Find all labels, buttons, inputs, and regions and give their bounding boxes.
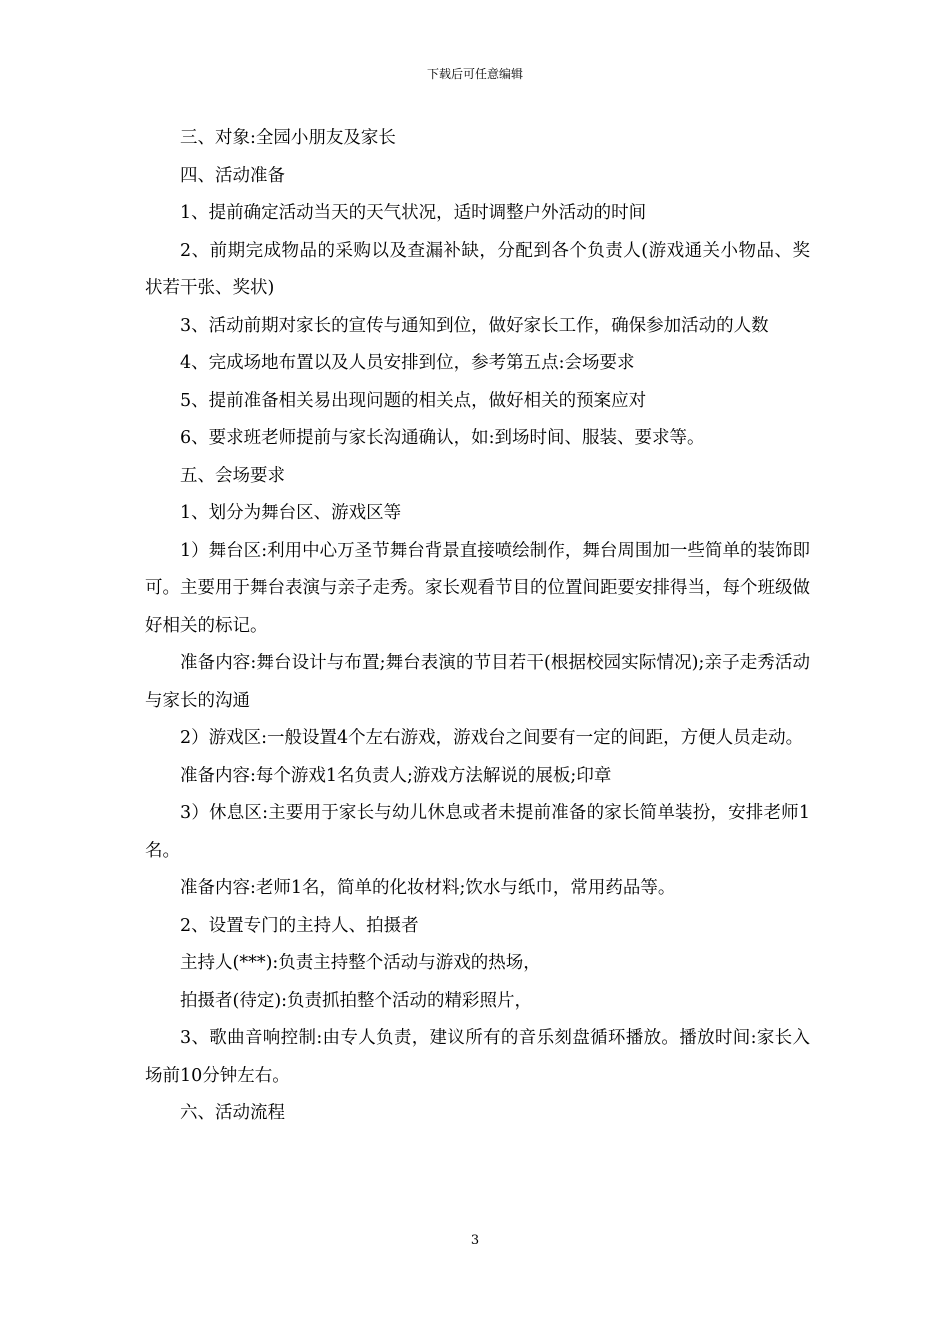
paragraph-prep-2: 2、前期完成物品的采购以及查漏补缺，分配到各个负责人(游戏通关小物品、奖状若干张、奖状) xyxy=(145,240,810,298)
paragraph-game-prep: 准备内容:每个游戏1名负责人;游戏方法解说的展板;印章 xyxy=(180,765,612,786)
page-number: 3 xyxy=(470,1233,480,1248)
document-body xyxy=(145,120,810,1133)
paragraph-prep-1: 1、提前确定活动当天的天气状况，适时调整户外活动的时间 xyxy=(180,203,647,223)
heading-venue-requirements: 五、会场要求 xyxy=(180,465,285,486)
paragraph-stage-prep: 准备内容:舞台设计与布置;舞台表演的节目若干(根据校园实际情况);亲子走秀活动与家长的沟通 xyxy=(145,653,810,711)
paragraph-game-area: 2）游戏区:一般设置4个左右游戏，游戏台之间要有一定的间距，方便人员走动。 xyxy=(180,728,804,748)
heading-activity-flow: 六、活动流程 xyxy=(180,1103,285,1123)
heading-activity-preparation: 四、活动准备 xyxy=(180,165,285,186)
paragraph-host: 主持人(***):负责主持整个活动与游戏的热场， xyxy=(180,953,541,973)
page-header-note: 下载后可任意编辑 xyxy=(426,67,523,81)
paragraph-venue-zones: 1、划分为舞台区、游戏区等 xyxy=(180,503,402,523)
paragraph-prep-6: 6、要求班老师提前与家长沟通确认，如:到场时间、服装、要求等。 xyxy=(180,428,705,448)
paragraph-host-photographer: 2、设置专门的主持人、拍摄者 xyxy=(180,915,419,936)
paragraph-music-control: 3、歌曲音响控制:由专人负责，建议所有的音乐刻盘循环播放。播放时间:家长入场前10分钟左右。 xyxy=(145,1028,810,1086)
paragraph-prep-3: 3、活动前期对家长的宣传与通知到位，做好家长工作，确保参加活动的人数 xyxy=(180,315,769,336)
paragraph-stage-area: 1）舞台区:利用中心万圣节舞台背景直接喷绘制作，舞台周围加一些简单的装饰即可。主要用于舞台表演与亲子走秀。家长观看节目的位置间距要安排得当，每个班级做好相关的标记。 xyxy=(145,540,810,636)
paragraph-prep-4: 4、完成场地布置以及人员安排到位，参考第五点:会场要求 xyxy=(180,353,635,373)
paragraph-rest-area: 3）休息区:主要用于家长与幼儿休息或者未提前准备的家长简单装扮，安排老师1名。 xyxy=(145,803,810,861)
paragraph-prep-5: 5、提前准备相关易出现问题的相关点，做好相关的预案应对 xyxy=(180,390,647,411)
paragraph-target-audience: 三、对象:全园小朋友及家长 xyxy=(180,128,396,148)
paragraph-rest-prep: 准备内容:老师1名，简单的化妆材料;饮水与纸巾，常用药品等。 xyxy=(180,878,676,898)
paragraph-photographer: 拍摄者(待定):负责抓拍整个活动的精彩照片， xyxy=(180,990,533,1011)
